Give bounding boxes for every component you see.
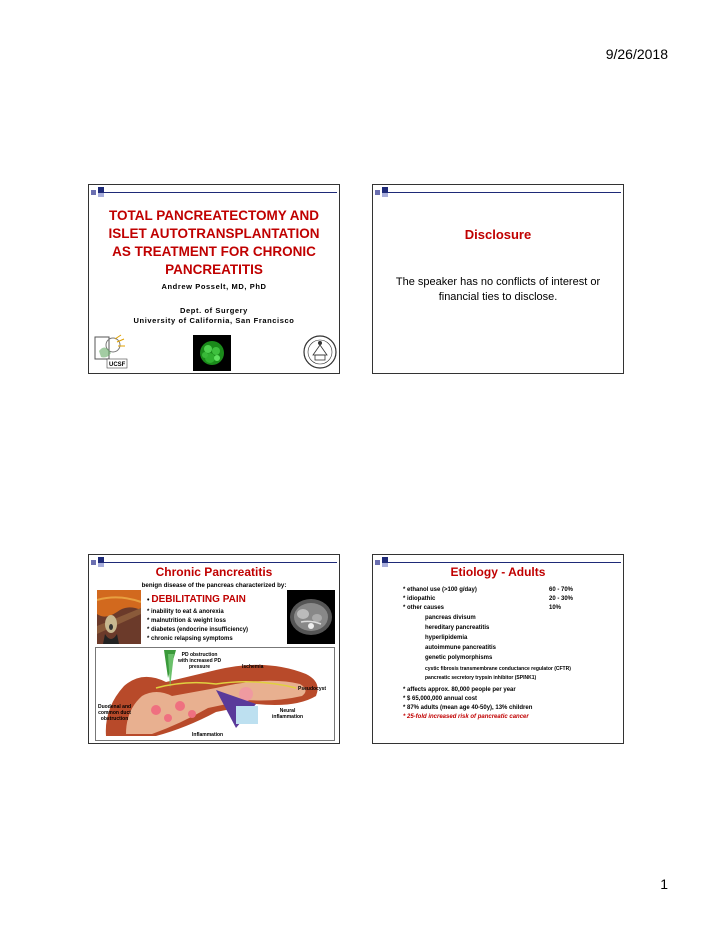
genetic-item: pancreatic secretory trypsin inhibitor (SPINK1) [425,675,537,681]
genetic-item: cystic fibrosis transmembrane conductance regulator (CFTR) [425,666,571,672]
list-item: * malnutrition & weight loss [147,618,227,624]
presentation-title: TOTAL PANCREATECTOMY AND ISLET AUTOTRANSPLANTATION AS TREATMENT FOR CHRONIC PANCREATITIS [108,208,320,277]
uc-seal-logo [303,333,337,371]
label-ischemia: Ischemia [242,664,264,670]
fact-item: * $ 65,000,000 annual cost [403,696,478,702]
scream-painting-image [97,590,141,644]
ct-scan-image [287,590,335,644]
cause-label: * idiopathic [403,596,436,602]
pancreas-diagram [95,647,335,741]
slide-heading: Etiology - Adults [450,565,546,579]
page-number: 1 [660,876,668,892]
fact-item: * affects approx. 80,000 people per year [403,687,516,693]
slide-heading: Chronic Pancreatitis [155,565,273,579]
islet-cell-image [193,335,231,371]
pain-bullet: • DEBILITATING PAIN [147,594,246,605]
slide-etiology [372,554,624,744]
department: Dept. of Surgery University of California, San Francisco [133,306,295,325]
list-item: * chronic relapsing symptoms [147,636,233,642]
sub-cause: pancreas divisum [425,615,476,621]
sub-cause: hereditary pancreatitis [425,625,490,631]
label-neural-inflammation: Neural inflammation [272,708,304,720]
ucsf-transplant-logo [93,333,129,371]
disclosure-text: The speaker has no conflicts of interest or financial ties to disclose. [395,276,601,303]
page-date: 9/26/2018 [605,46,668,62]
slide-disclosure [372,184,624,374]
slide-title [88,184,340,374]
label-inflammation: Inflammation [192,732,224,738]
disclosure-title: Disclosure [464,227,532,242]
slide-chronic-pancreatitis [88,554,340,744]
cause-percentage: 60 - 70% [549,587,574,593]
author-name: Andrew Posselt, MD, PhD [161,282,267,291]
label-pseudocyst: Pseudocyst [298,686,327,692]
sub-cause: hyperlipidemia [425,635,468,641]
label-duodenal-obstruction: Duodenal and common duct obstruction [98,704,132,722]
sub-cause: genetic polymorphisms [425,655,493,661]
cancer-risk-note: * 25-fold increased risk of pancreatic cancer [403,714,529,720]
fact-item: * 87% adults (mean age 40-50y), 13% children [403,705,533,711]
list-item: * inability to eat & anorexia [147,609,224,615]
slide-subheading: benign disease of the pancreas characterized by: [141,582,287,589]
sub-cause: autoimmune pancreatitis [425,645,497,651]
cause-label: * other causes [403,605,445,611]
cause-label: * ethanol use (>100 g/day) [403,587,477,593]
cause-percentage: 20 - 30% [549,596,574,602]
cause-percentage: 10% [549,605,562,611]
list-item: * diabetes (endocrine insufficiency) [147,627,249,633]
svg-text:UCSF: UCSF [109,362,126,368]
label-pd-obstruction: PD obstruction with increased PD pressure [178,652,222,670]
